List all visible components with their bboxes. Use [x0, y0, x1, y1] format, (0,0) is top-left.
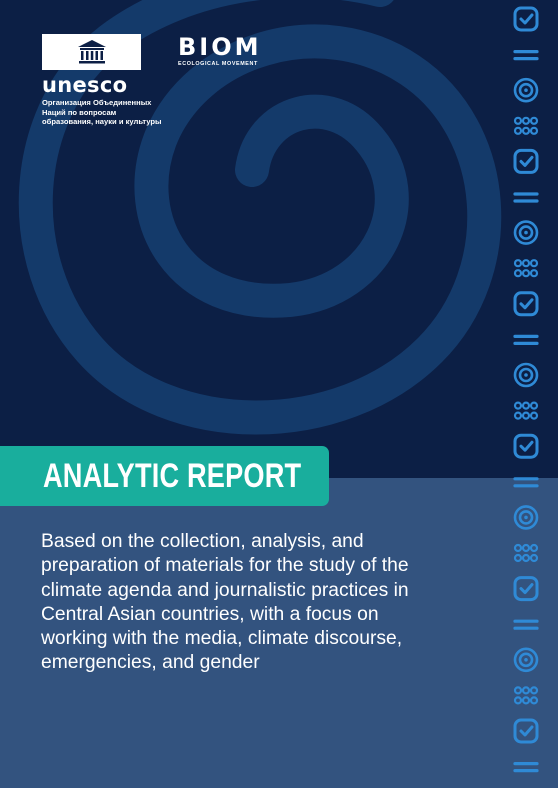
checkbox-icon [515, 435, 537, 457]
dots-icon [515, 118, 537, 134]
unesco-temple-emblem [42, 34, 141, 70]
checkbox-icon [515, 720, 537, 742]
checkbox-icon [515, 578, 537, 600]
double-dash-icon [515, 336, 537, 343]
checkbox-icon [515, 150, 537, 172]
report-description: Based on the collection, analysis, and preparation of materials for the study of the climate agenda and journalistic practices in Central Asian countries, with a focus on working with the media, climate discourse, emergencies, and gender [41, 531, 409, 674]
biom-tagline: ECOLOGICAL MOVEMENT [178, 61, 258, 67]
double-dash-icon [515, 52, 537, 59]
unesco-subtitle: Организация Объединенных Наций по вопросам образования, науки и культуры [42, 98, 162, 127]
icon-strip [504, 0, 558, 788]
double-dash-icon [515, 479, 537, 486]
dots-icon [515, 545, 537, 561]
spiral-icon [515, 222, 537, 244]
double-dash-icon [515, 764, 537, 771]
checkbox-icon [515, 293, 537, 315]
unesco-wordmark: unesco [42, 73, 128, 97]
unesco-logo [42, 34, 142, 97]
spiral-icon [515, 79, 537, 101]
biom-logo [178, 34, 262, 67]
dots-icon [515, 687, 537, 703]
dots-icon [515, 260, 537, 276]
checkbox-icon [515, 8, 537, 30]
report-title: ANALYTIC REPORT [43, 457, 302, 495]
biom-wordmark: BIOM [178, 33, 262, 61]
double-dash-icon [515, 621, 537, 628]
temple-icon [77, 39, 107, 65]
spiral-icon [515, 506, 537, 528]
double-dash-icon [515, 194, 537, 201]
spiral-icon [515, 649, 537, 671]
spiral-icon [515, 364, 537, 386]
dots-icon [515, 403, 537, 419]
